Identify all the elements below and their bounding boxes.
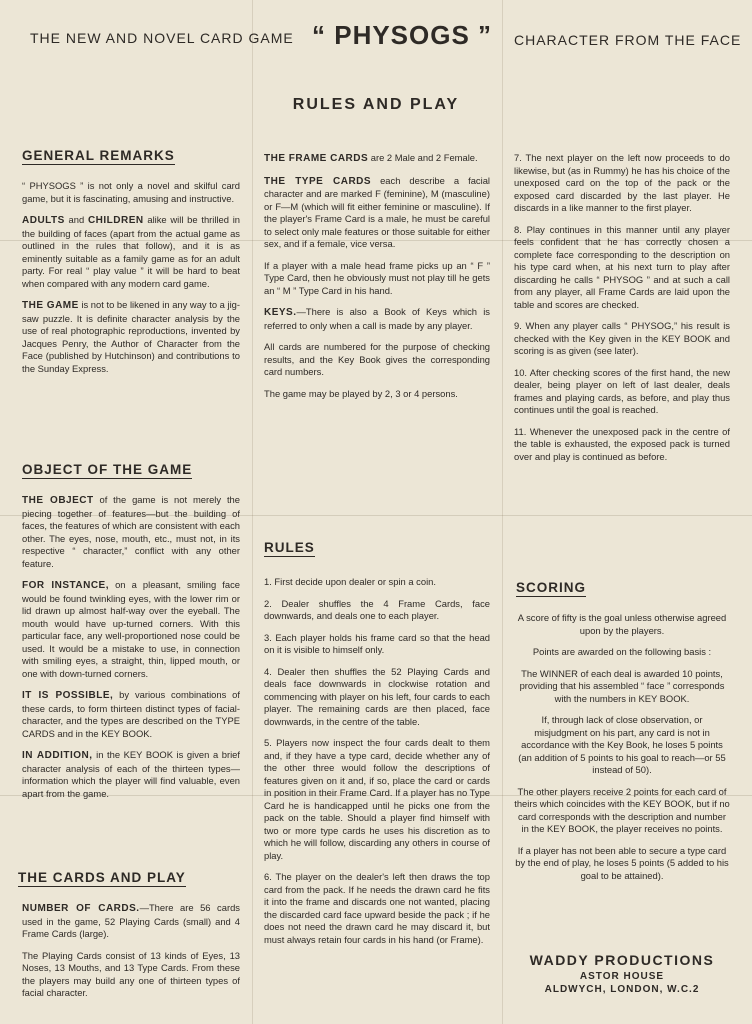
players-para: The game may be played by 2, 3 or 4 persons. [264,387,458,399]
keys-para: KEYS.—There is also a Book of Keys which is referred to only when a call is made by any player. [264,306,490,331]
scoring-p4: If, through lack of close observation, or misjudgment on his part, any card is not in accordance with the Key Book, he loses 5 points (an addition of 5 points to his goal to reach—or 55 instead of 50). [518,714,726,775]
general-remarks-section [22,180,240,384]
rule-item: 10. After checking scores of the first hand, the new dealer, being player on left of last dealer, deals frames and playing cards, as before, and play thus continues until the goal is reached. [514,366,730,415]
object-p2: FOR INSTANCE, on a pleasant, smiling face would be found twinkling eyes, with the lower rim or lid drawn up almost half-way over the eyeball. The mouth would have up-turned corners. With this particular face, any well-proportioned nose could be used. It would be a mistake to use, in connection with smiling eyes, a straight, thin, lipped mouth, or one with down-turned corners. [22,579,240,679]
game-title: “ PHYSOGS ” [312,20,493,50]
rule-item: 8. Play continues in this manner until any player feels confident that he has correctly chosen a complete face corresponding to the description on his type card when, at his next turn to play after discarding he calls “ PHYSOG ” and at such a call from any player, all Frame Cards are laid upon the table and scores are checked. [514,223,730,310]
frame-cards-para: THE FRAME CARDS are 2 Male and 2 Female. [264,152,478,164]
rule-item: 4. Dealer then shuffles the 52 Playing Cards and deals face downwards in clockwise rotation and commencing with player on his left, four cards to each player. The remaining cards are then placed, face downwards, in the centre of the table. [264,665,490,727]
fold-line-vertical-left [252,0,253,1024]
type-cards-para: THE TYPE CARDS each describe a facial character and are marked F (feminine), M (masculine) or F—M (which will fit either feminine or masculine). If the player's Frame Card is a male, he must be careful to select only male features or those suitable for either sex, and if a female, vice versa. [264,174,490,249]
male-frame-para: If a player with a male head frame picks up an “ F ” Type Card, then he obviously must not play till he gets an “ M ” Type Card in his hand. [264,259,490,296]
header [0,18,752,58]
general-p1: “ PHYSOGS ” is not only a novel and skilful card game, but it is fascinating, amusing and instructive. [22,180,240,204]
rule-item: 11. Whenever the unexposed pack in the centre of the table is exhausted, the exposed pack is turned over and play is continued as before. [514,425,730,462]
rule-item: 5. Players now inspect the four cards dealt to them and, if they have a type card, decide whether any of the other three would follow the descriptions of features given on it and, if so, place the card or cards in position in their Frame Card. If a player has no Type Card he is handicapped until he picks one from the pack on the table. Should a player find himself with two or more type cards he uses his discretion as to which he will follow, discarding any others in course of play. [264,737,490,861]
publisher-address-2: ALDWYCH, LONDON, W.C.2 [544,984,700,995]
scoring-heading: SCORING [516,580,587,595]
general-p2: ADULTS and CHILDREN alike will be thrilled in the building of faces (apart from the actual game as outlined in the rules that follow), and it is as eminently suitable as a family game as for an adult party. For real “ play value ” it will be hard to beat when compared with any modern card game. [22,214,240,289]
object-section [22,494,240,809]
scoring-p1: A score of fifty is the goal unless otherwise agreed upon by the players. [517,612,727,636]
general-p3: THE GAME is not to be likened in any way to a jig-saw puzzle. It is definite character analysis by the use of real photographic reproductions, invented by Jacques Penry, the Author of Character from the Face (published by Hutchinson) and contributions to the Sunday Express. [22,299,240,374]
object-p1: THE OBJECT of the game is not merely the piecing together of features—but the building of faces, the features of which are consistent with each other. The eyes, nose, mouth, etc., must not, in its respective “ character,” conflict with any other feature. [22,494,240,569]
scoring-p3: The WINNER of each deal is awarded 10 points, providing that his assembled “ face ” corresponds with the numbers in KEY BOOK. [519,667,725,704]
object-p3: IT IS POSSIBLE, by various combinations of these cards, to form thirteen distinct types of facial-character, and the types are described on the TYPE CARDS and in the KEY BOOK. [22,689,240,739]
scoring-p5: The other players receive 2 points for each card of theirs which coincides with the KEY BOOK, but if no card corresponds with the description and number in the KEY BOOK, the player receives no points. [514,785,730,834]
scoring-p2: Points are awarded on the following basis : [532,646,712,657]
rule-item: 9. When any player calls “ PHYSOG,” his result is checked with the Key given in the KEY BOOK and scoring is as given (see later). [514,320,730,356]
numbered-para: All cards are numbered for the purpose of checking results, and the Key Book gives the corresponding card numbers. [264,341,490,377]
rules-list-b [514,152,730,472]
rules-and-play-title: RULES AND PLAY [292,96,460,113]
cards-section [22,902,240,1009]
rule-item: 7. The next player on the left now proceeds to do likewise, but (as in Rummy) he has his choice of the unexposed card on the top of the pack or the exposed card discarded by the last player. He discards in a like manner to the first player. [514,152,730,213]
rule-item: 2. Dealer shuffles the 4 Frame Cards, face downwards, and deals one to each player. [264,597,490,621]
object-heading: OBJECT OF THE GAME [22,462,193,477]
publisher-address-1: ASTOR HOUSE [579,971,665,982]
publisher-name: WADDY PRODUCTIONS [529,952,715,968]
header-tagline: THE NEW AND NOVEL CARD GAME [30,30,294,46]
fold-line-vertical-right [502,0,503,1024]
scoring-p6: If a player has not been able to secure a type card by the end of play, he loses 5 points (5 added to his goal to be attained). [515,844,729,881]
cards-heading: THE CARDS AND PLAY [18,870,186,885]
scoring-section [514,612,730,891]
rules-heading: RULES [264,540,315,555]
middle-section [264,152,490,409]
header-subtitle: CHARACTER FROM THE FACE [514,32,742,48]
rule-item: 3. Each player holds his frame card so that the head on it is visible to himself only. [264,631,490,655]
cards-p1: NUMBER OF CARDS.—There are 56 cards used in the game, 52 Playing Cards (small) and 4 Frame Cards (large). [22,902,240,939]
cards-p2: The Playing Cards consist of 13 kinds of Eyes, 13 Noses, 13 Mouths, and 13 Type Cards. From these the players may build any one of thirteen types of facial character. [22,949,240,998]
rule-item: 6. The player on the dealer's left then draws the top card from the pack. If he needs the drawn card he fits it into the frame and discards one not wanted, placing the discarded card face upward beside the pack ; if he does not need the drawn card he may discard it, but must always retain four cards in his hand (or Frame). [264,871,490,945]
general-remarks-heading: GENERAL REMARKS [22,148,175,163]
object-p4: IN ADDITION, in the KEY BOOK is given a brief character analysis of each of the thirteen types—information which the player will find valuable, even apart from the game. [22,749,240,799]
rule-item: 1. First decide upon dealer or spin a coin. [264,576,436,587]
publisher-block [514,952,730,995]
rules-list-a [264,576,490,955]
